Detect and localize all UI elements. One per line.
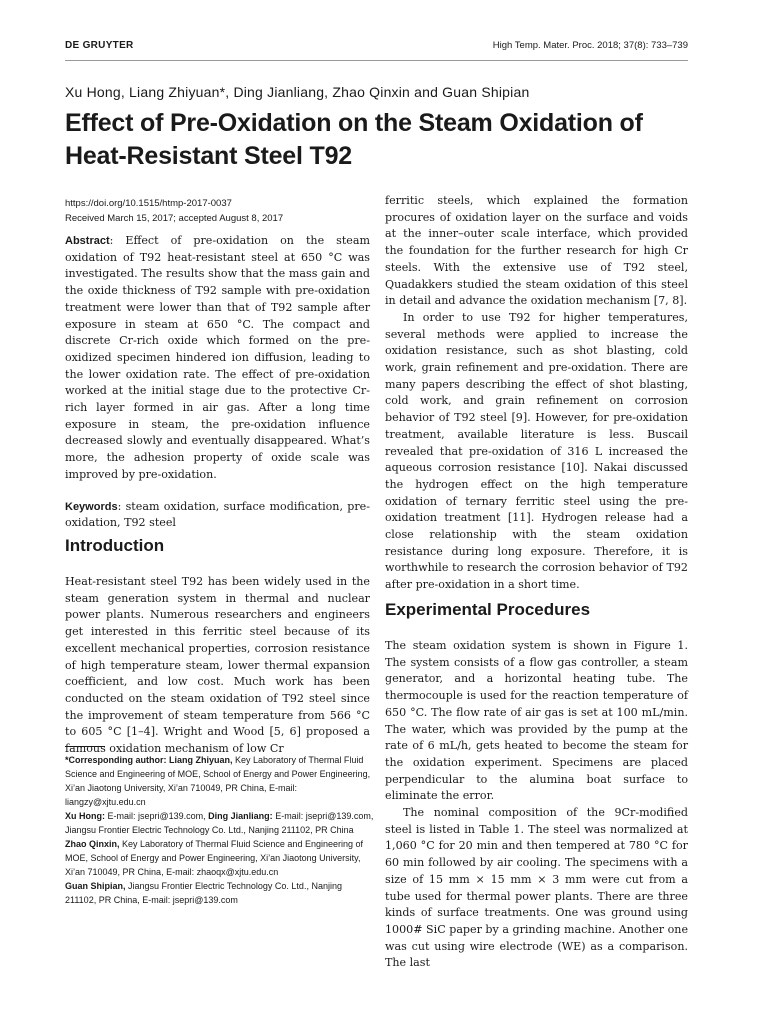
footnote-text: Jiangsu Frontier Electric Technology Co. Ltd., Nanjing 211102, PR China, E-mail: jsepri@139.com [65,881,342,905]
received-dates: Received March 15, 2017; accepted August 8, 2017 [65,213,284,224]
footnote-guan [65,879,375,907]
abstract-block [65,233,370,532]
footnote-text: E-mail: jsepri@139.com, [105,811,209,821]
experimental-paragraph-1: The steam oxidation system is shown in Figure 1. The system consists of a flow gas controller, a steam generator, and a horizontal heating tube. The thermocouple is used for the reaction temperature of 650 °C. The flow rate of air gas is set at 100 mL/min. The water, which was provided by the pump at the rate of 6 mL/h, gets heated to become the steam for the oxidation experiment. Specimens are placed perpendicular to the alumina boat surface to eliminate the error. [385,639,688,803]
footnote-xu-ding [65,809,375,837]
footnote-label: Guan Shipian, [65,881,126,891]
paper-title: Effect of Pre-Oxidation on the Steam Oxidation of Heat-Resistant Steel T92 [65,109,643,170]
keywords-paragraph [65,499,370,532]
publisher-name: DE GRUYTER [65,40,134,51]
abstract-text: : Effect of pre-oxidation on the steam oxidation of T92 heat-resistant steel at 650 °C was investigated. The results show that the mass gain and the oxide thickness of T92 sample with pre-oxidation treatment were lower than that of T92 sample after exposure in steam at 650 °C. The compact and discrete Cr-rich oxide which formed on the pre-oxidized specimen hindered ion diffusion, leading to the lower oxidation rate. The effect of pre-oxidation worked at the initial stage due to the protective Cr-rich layer formed in air gas. After a long time exposure in steam, the pre-oxidation influence decreased slowly and eventually disappeared. What’s more, the adhesion property of oxide scale was improved by pre-oxidation. [65,234,370,481]
footnote-label: Xu Hong: [65,811,105,821]
footnote-corresponding [65,753,375,809]
footnote-text: Key Laboratory of Thermal Fluid Science and Engineering of MOE, School of Energy and Power Engineering, Xi’an Jiaotong University, Xi’an 710049, PR China, E-mail: liangzy@xjtu.edu.cn [65,755,371,807]
footnote-label: Ding Jianliang: [208,811,273,821]
footnote-zhao [65,837,375,879]
experimental-body [385,638,688,972]
intro-continuation-paragraph: ferritic steels, which explained the formation procures of oxidation layer on the surface and voids at the inner–outer scale interface, which provided the foundation for the further research for high Cr steels. With the extensive use of T92 steel, Quadakkers studied the steam oxidation of this steel in detail and advance the oxidation mechanism [7, 8]. [385,194,688,308]
doi-link[interactable]: https://doi.org/10.1515/htmp-2017-0037 [65,198,232,209]
journal-reference: High Temp. Mater. Proc. 2018; 37(8): 733–739 [492,40,688,51]
introduction-body [65,574,370,758]
abstract-paragraph [65,233,370,484]
intro-second-paragraph: In order to use T92 for higher temperatures, several methods were applied to increase the oxidation resistance, such as shot blasting, cold work, grain refinement and pre-oxidation. There are many papers describing the effect of shot blasting, cold work, and grain refinement on corrosion behavior of T92 steel [9]. However, for pre-oxidation treatment, available literature is less. Buscail revealed that pre-oxidation of 316 L increased the aqueous corrosion resistance [10]. Nakai discussed the hydrogen effect on the high temperature oxidation of ternary ferritic steel using the pre-oxidation treatment [11]. Hydrogen release had a close relationship with the steam oxidation resistance during long exposure. Therefore, it is worthwhile to research the corrosion behavior of T92 after pre-oxidation in a short time. [385,310,688,592]
introduction-paragraph: Heat-resistant steel T92 has been widely used in the steam generation system in thermal and nuclear power plants. Numerous researchers and engineers get interested in this ferritic steel because of its excellent mechanical properties, corrosion resistance of high temperature steam, lower thermal expansion coefficient, and low cost. Much work has been conducted on the steam oxidation of T92 steel since the improvement of steam temperature from 566 °C to 605 °C [1–4]. Wright and Wood [5, 6] proposed a famous oxidation mechanism of low Cr [65,575,370,756]
footnote-label: *Corresponding author: Liang Zhiyuan, [65,755,233,765]
experimental-paragraph-2: The nominal composition of the 9Cr-modified steel is listed in Table 1. The steel was normalized at 1,060 °C for 20 min and then tempered at 780 °C for 60 min followed by air cooling. The specimens with a size of 15 mm × 15 mm × 3 mm were cut from a tube used for thermal power plants. There are three kinds of surface treatments. One was ground using 1000# SiC paper by a grinding machine. Another one was cut using wire electrode (WE) as a comparison. The last [385,806,689,970]
footnote-label: Zhao Qinxin, [65,839,120,849]
header-divider [65,60,688,61]
footnote-divider [65,746,105,747]
footnotes [65,753,375,907]
article-meta [65,196,283,226]
author-list: Xu Hong, Liang Zhiyuan*, Ding Jianliang, Zhao Qinxin and Guan Shipian [65,84,530,100]
experimental-heading: Experimental Procedures [385,600,591,619]
keywords-label: Keywords [65,500,118,513]
footnote-text: E-mail: jsepri@139.com, Jiangsu Frontier Electric Technology Co. Ltd., Nanjing 211102, PR China [65,811,374,835]
introduction-heading: Introduction [65,536,165,555]
abstract-label: Abstract [65,235,110,247]
right-column-intro [385,193,688,594]
keywords-text: : steam oxidation, surface modification, pre-oxidation, T92 steel [65,499,370,530]
footnote-text: Key Laboratory of Thermal Fluid Science and Engineering of MOE, School of Energy and Power Engineering, Xi’an Jiaotong University, Xi’an 710049, PR China, E-mail: zhaoqx@xjtu.edu.cn [65,839,363,877]
